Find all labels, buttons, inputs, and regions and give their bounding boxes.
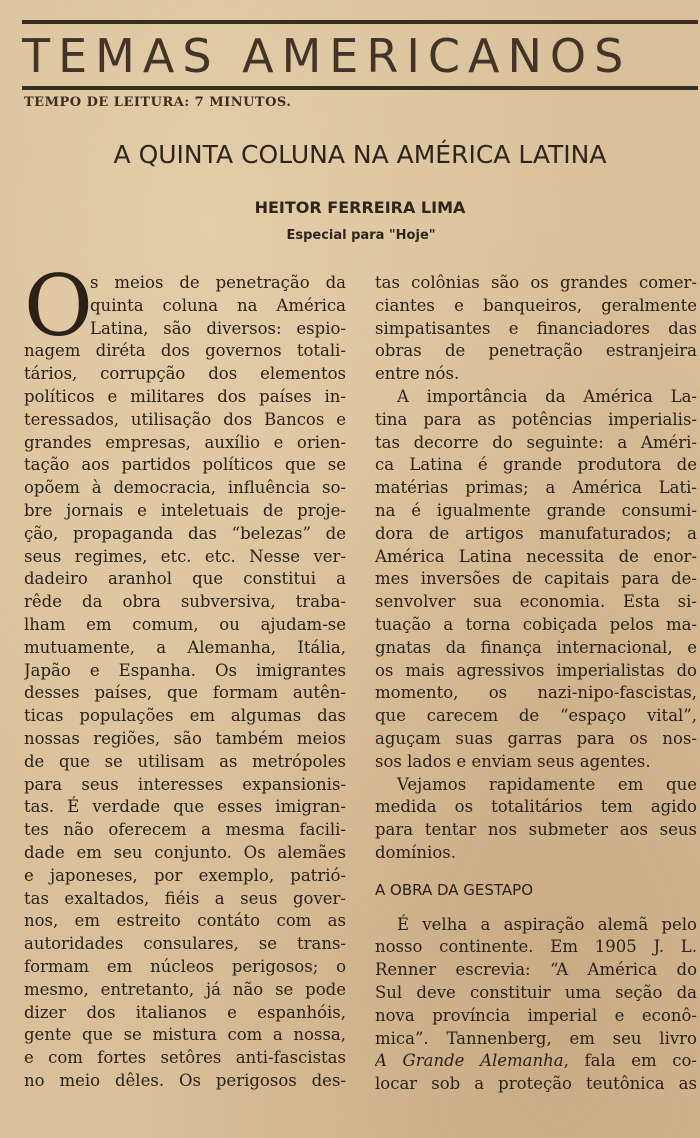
text-line: gente que se mistura com a nossa, [24,1025,346,1045]
text-line: nagem diréta dos governos totali- [24,341,346,361]
text-line: América Latina necessita de enor- [375,546,697,566]
text-line: É velha a aspiração alemã pelo [397,914,697,934]
book-title: A Grande Alemanha [375,1051,564,1071]
text-line: políticos e militares dos países in- [24,386,346,406]
text-line: ciantes e banqueiros, geralmente [375,295,697,315]
text-line: dora de artigos manufaturados; a [375,523,697,543]
text-line: tuação a torna cobiçada pelos ma- [375,614,697,634]
text-line: simpatisantes e financiadores das [375,318,697,338]
text-line: para seus interesses expansionis- [24,774,346,794]
text-line: no meio dêles. Os perigosos des- [24,1070,346,1090]
text-line: tas decorre do seguinte: a Améri- [375,432,697,452]
text-line: rêde da obra subversiva, traba- [24,592,346,612]
text-line: ca Latina é grande produtora de [375,455,697,475]
text-line: Vejamos rapidamente em que [397,774,697,794]
text-line: tas exaltados, fiéis a seus gover- [24,888,346,908]
text-line: mica”. Tannenberg, em seu livro [375,1028,697,1048]
text-line: seus regimes, etc. etc. Nesse ver- [24,546,346,566]
text-line: nosso continente. Em 1905 J. L. [375,937,697,957]
paragraph [375,774,697,865]
text-line: medida os totalitários tem agido [375,797,697,817]
text-line: domínios. [375,842,456,862]
masthead-bottom-rule [22,86,698,90]
text-line: mesmo, entretanto, já não se pode [24,979,346,999]
text-line: teressados, utilisação dos Bancos e [24,409,346,429]
text-line: Latina, são diversos: espio- [90,318,346,338]
text-line: bre jornais e inteletuais de proje- [24,500,346,520]
text-line: dade em seu conjunto. Os alemães [24,842,346,862]
text-line: gnatas da finança internacional, e [375,637,697,657]
text-line: momento, os nazi-nipo-fascistas, [375,683,697,703]
text-line: formam em núcleos perigosos; o [24,956,346,976]
text-line: lham em comum, ou ajudam-se [24,614,346,634]
article-author: HEITOR FERREIRA LIMA [254,198,466,217]
text-line: dizer dos italianos e espanhóis, [24,1002,346,1022]
text-line: grandes empresas, auxílio e orien- [24,432,346,452]
masthead-title: TEMAS AMERICANOS [22,29,632,83]
text-line: tação aos partidos políticos que se [24,455,346,475]
section-heading: A OBRA DA GESTAPO [375,880,534,899]
text-line: nova província imperial e econô- [375,1005,697,1025]
text-line: A importância da América La- [397,386,697,406]
text-line: e com fortes setôres anti-fascistas [24,1048,346,1068]
text-line: para tentar nos submeter aos seus [375,820,697,840]
text-line: tários, corrupção dos elementos [24,364,346,384]
text-line: ção, propaganda das “belezas” de [24,523,346,543]
text-line: locar sob a proteção teutônica as [375,1074,697,1094]
text-line: entre nós. [375,364,460,384]
article-title: A QUINTA COLUNA NA AMÉRICA LATINA [113,140,607,169]
paragraph [375,272,697,386]
text-line: nos, em estreito contáto com as [24,911,346,931]
text-line: ticas populações em algumas das [24,706,346,726]
paragraph [375,386,697,774]
text-line: tas colônias são os grandes comer- [375,273,697,292]
text-line: s meios de penetração da [90,273,346,292]
text-line: nossas regiões, são também meios [24,728,346,748]
text-line: na é igualmente grande consumi- [375,500,697,520]
text-line: matérias primas; a América Lati- [375,478,697,498]
text-line: Sul deve constituir uma seção da [375,982,697,1002]
text-line: de que se utilisam as metrópoles [24,751,346,771]
text-line: tas. É verdade que esses imigran- [24,797,346,817]
text-line: autoridades consulares, se trans- [24,934,346,954]
text-line: quinta coluna na América [90,295,346,315]
text-line: mes inversões de capitais para de- [375,569,697,589]
text-line: Renner escrevia: “A América do [375,960,697,980]
text-line: Japão e Espanha. Os imigrantes [24,660,346,680]
text-line: desses países, que formam autên- [24,683,346,703]
paragraph [375,914,697,1096]
left-column [24,257,346,1093]
text-line: tes não oferecem a mesma facili- [24,820,346,840]
text-line: obras de penetração estranjeira [375,341,697,361]
text-line: tina para as potências imperialis- [375,409,697,429]
left-column-text [24,272,346,1093]
text-line: os mais agressivos imperialistas do [375,660,697,680]
text-line: e japoneses, por exemplo, patrió- [24,865,346,885]
text-line: dadeiro aranhol que constitui a [24,569,346,589]
text-line: senvolver sua economia. Esta si- [375,592,697,612]
text-line: sos lados e enviam seus agentes. [375,751,651,771]
text-line: mutuamente, a Alemanha, Itália, [24,637,346,657]
reading-time: TEMPO DE LEITURA: 7 MINUTOS. [24,95,292,110]
text-line: que carecem de “espaço vital”, [375,706,697,726]
right-column [375,272,697,1096]
text-line: opõem à democracia, influência so- [24,478,346,498]
masthead-top-rule [22,20,698,24]
drop-cap: O [24,257,93,355]
article-source: Especial para "Hoje" [286,228,436,243]
text-line: A Grande Alemanha, fala em co- [375,1051,697,1071]
text-line: aguçam suas garras para os nos- [375,728,697,748]
